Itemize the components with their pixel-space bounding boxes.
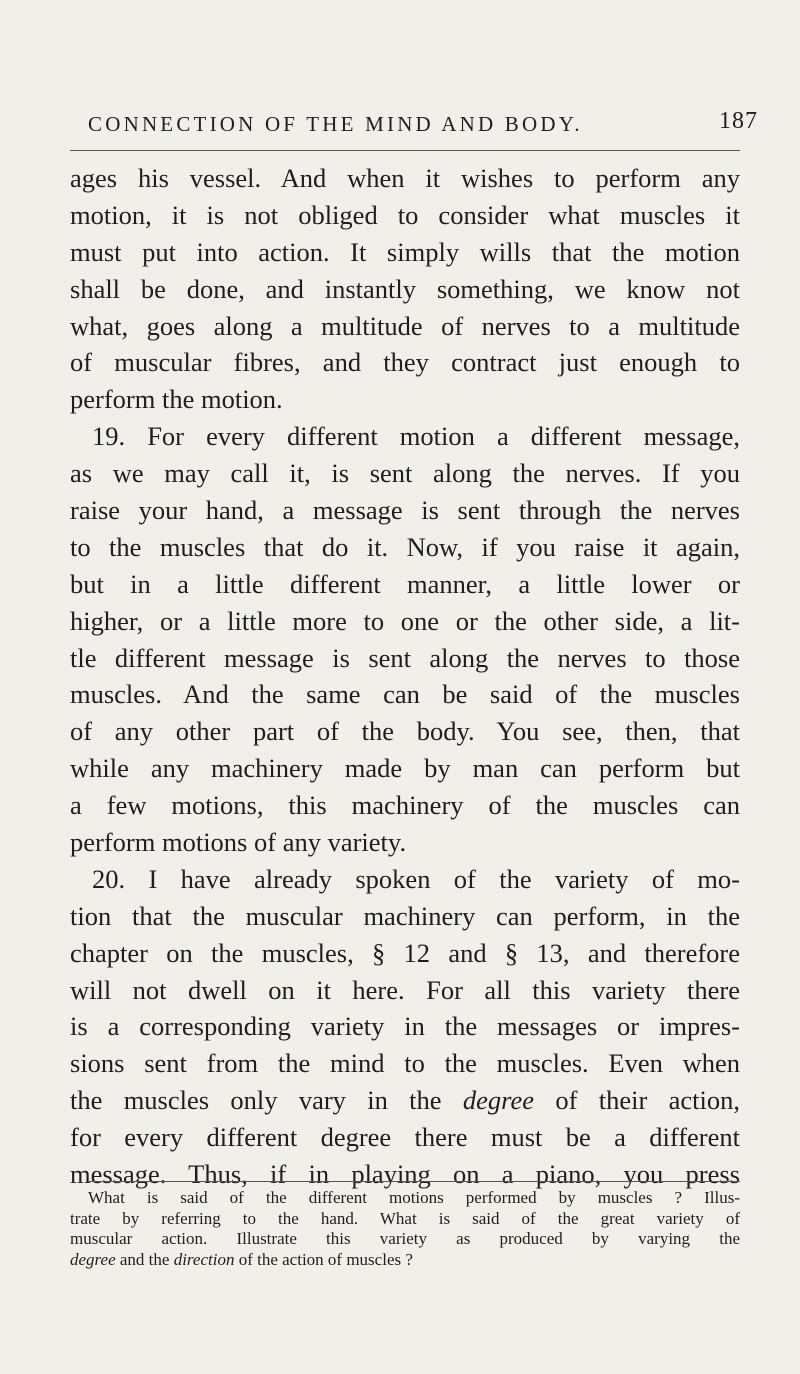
text-line: perform motions of any variety. (70, 827, 407, 858)
text-line: while any machinery made by man can perform but (70, 753, 740, 784)
footnote-line: trate by referring to the hand. What is said of the great variety of (70, 1208, 740, 1228)
text-line: higher, or a little more to one or the other side, a lit- (70, 605, 740, 636)
text-line: to the muscles that do it. Now, if you raise it again, (70, 531, 740, 562)
text-line: for every different degree there must be a different (70, 1122, 740, 1153)
text-line-with-emphasis (70, 1082, 740, 1119)
emphasis-direction: direction (173, 1249, 235, 1269)
footnote-line: muscular action. Illustrate this variety as produced by varying the (70, 1229, 740, 1248)
emphasis-degree: degree (462, 1085, 535, 1116)
text-segment: of the action of muscles ? (234, 1249, 413, 1269)
text-line: tion that the muscular machinery can perform, in the (70, 900, 740, 931)
text-line: is a corresponding variety in the messages or impres- (70, 1011, 740, 1042)
footnote-line: What is said of the different motions performed by muscles ? Illus- (88, 1188, 740, 1207)
page-number: 187 (719, 108, 758, 134)
text-line: a few motions, this machinery of the muscles can (70, 790, 740, 821)
text-line: shall be done, and instantly something, we know not (70, 273, 740, 304)
body-text (70, 160, 740, 1193)
text-line: ages his vessel. And when it wishes to perform any (70, 163, 740, 193)
text-segment: and the (115, 1249, 174, 1269)
text-line: tle different message is sent along the nerves to those (70, 642, 740, 673)
paragraph-20-start: 20. I have already spoken of the variety of mo- (92, 863, 740, 894)
footnote-line-with-emphasis (70, 1250, 740, 1271)
running-head-title: CONNECTION OF THE MIND AND BODY. (88, 112, 583, 136)
text-line: motion, it is not obliged to consider what muscles it (70, 199, 740, 230)
emphasis-degree: degree (70, 1249, 116, 1269)
text-line: will not dwell on it here. For all this variety there (70, 974, 740, 1005)
text-segment: of their action, (534, 1085, 741, 1116)
text-line: but in a little different manner, a little lower or (70, 568, 740, 599)
text-line: muscles. And the same can be said of the muscles (70, 679, 740, 710)
text-line: what, goes along a multitude of nerves to a multitude (70, 310, 740, 341)
text-line: of any other part of the body. You see, then, that (70, 716, 740, 747)
text-line: must put into action. It simply wills that the motion (70, 236, 740, 267)
paragraph-19-start: 19. For every different motion a different message, (92, 421, 740, 452)
text-line: of muscular fibres, and they contract just enough to (70, 347, 740, 378)
footnote-rule (88, 1181, 740, 1182)
text-line: perform the motion. (70, 384, 283, 415)
text-line: sions sent from the mind to the muscles. Even when (70, 1048, 740, 1079)
header-rule (70, 150, 740, 151)
text-segment: the muscles only vary in the (70, 1085, 463, 1116)
footnote-questions (70, 1188, 740, 1270)
text-line: chapter on the muscles, § 12 and § 13, and therefore (70, 937, 740, 968)
running-head (88, 108, 758, 148)
text-line: raise your hand, a message is sent through the nerves (70, 495, 740, 526)
text-line: as we may call it, is sent along the nerves. If you (70, 458, 740, 489)
text-line: message. Thus, if in playing on a piano, you press (70, 1159, 740, 1190)
